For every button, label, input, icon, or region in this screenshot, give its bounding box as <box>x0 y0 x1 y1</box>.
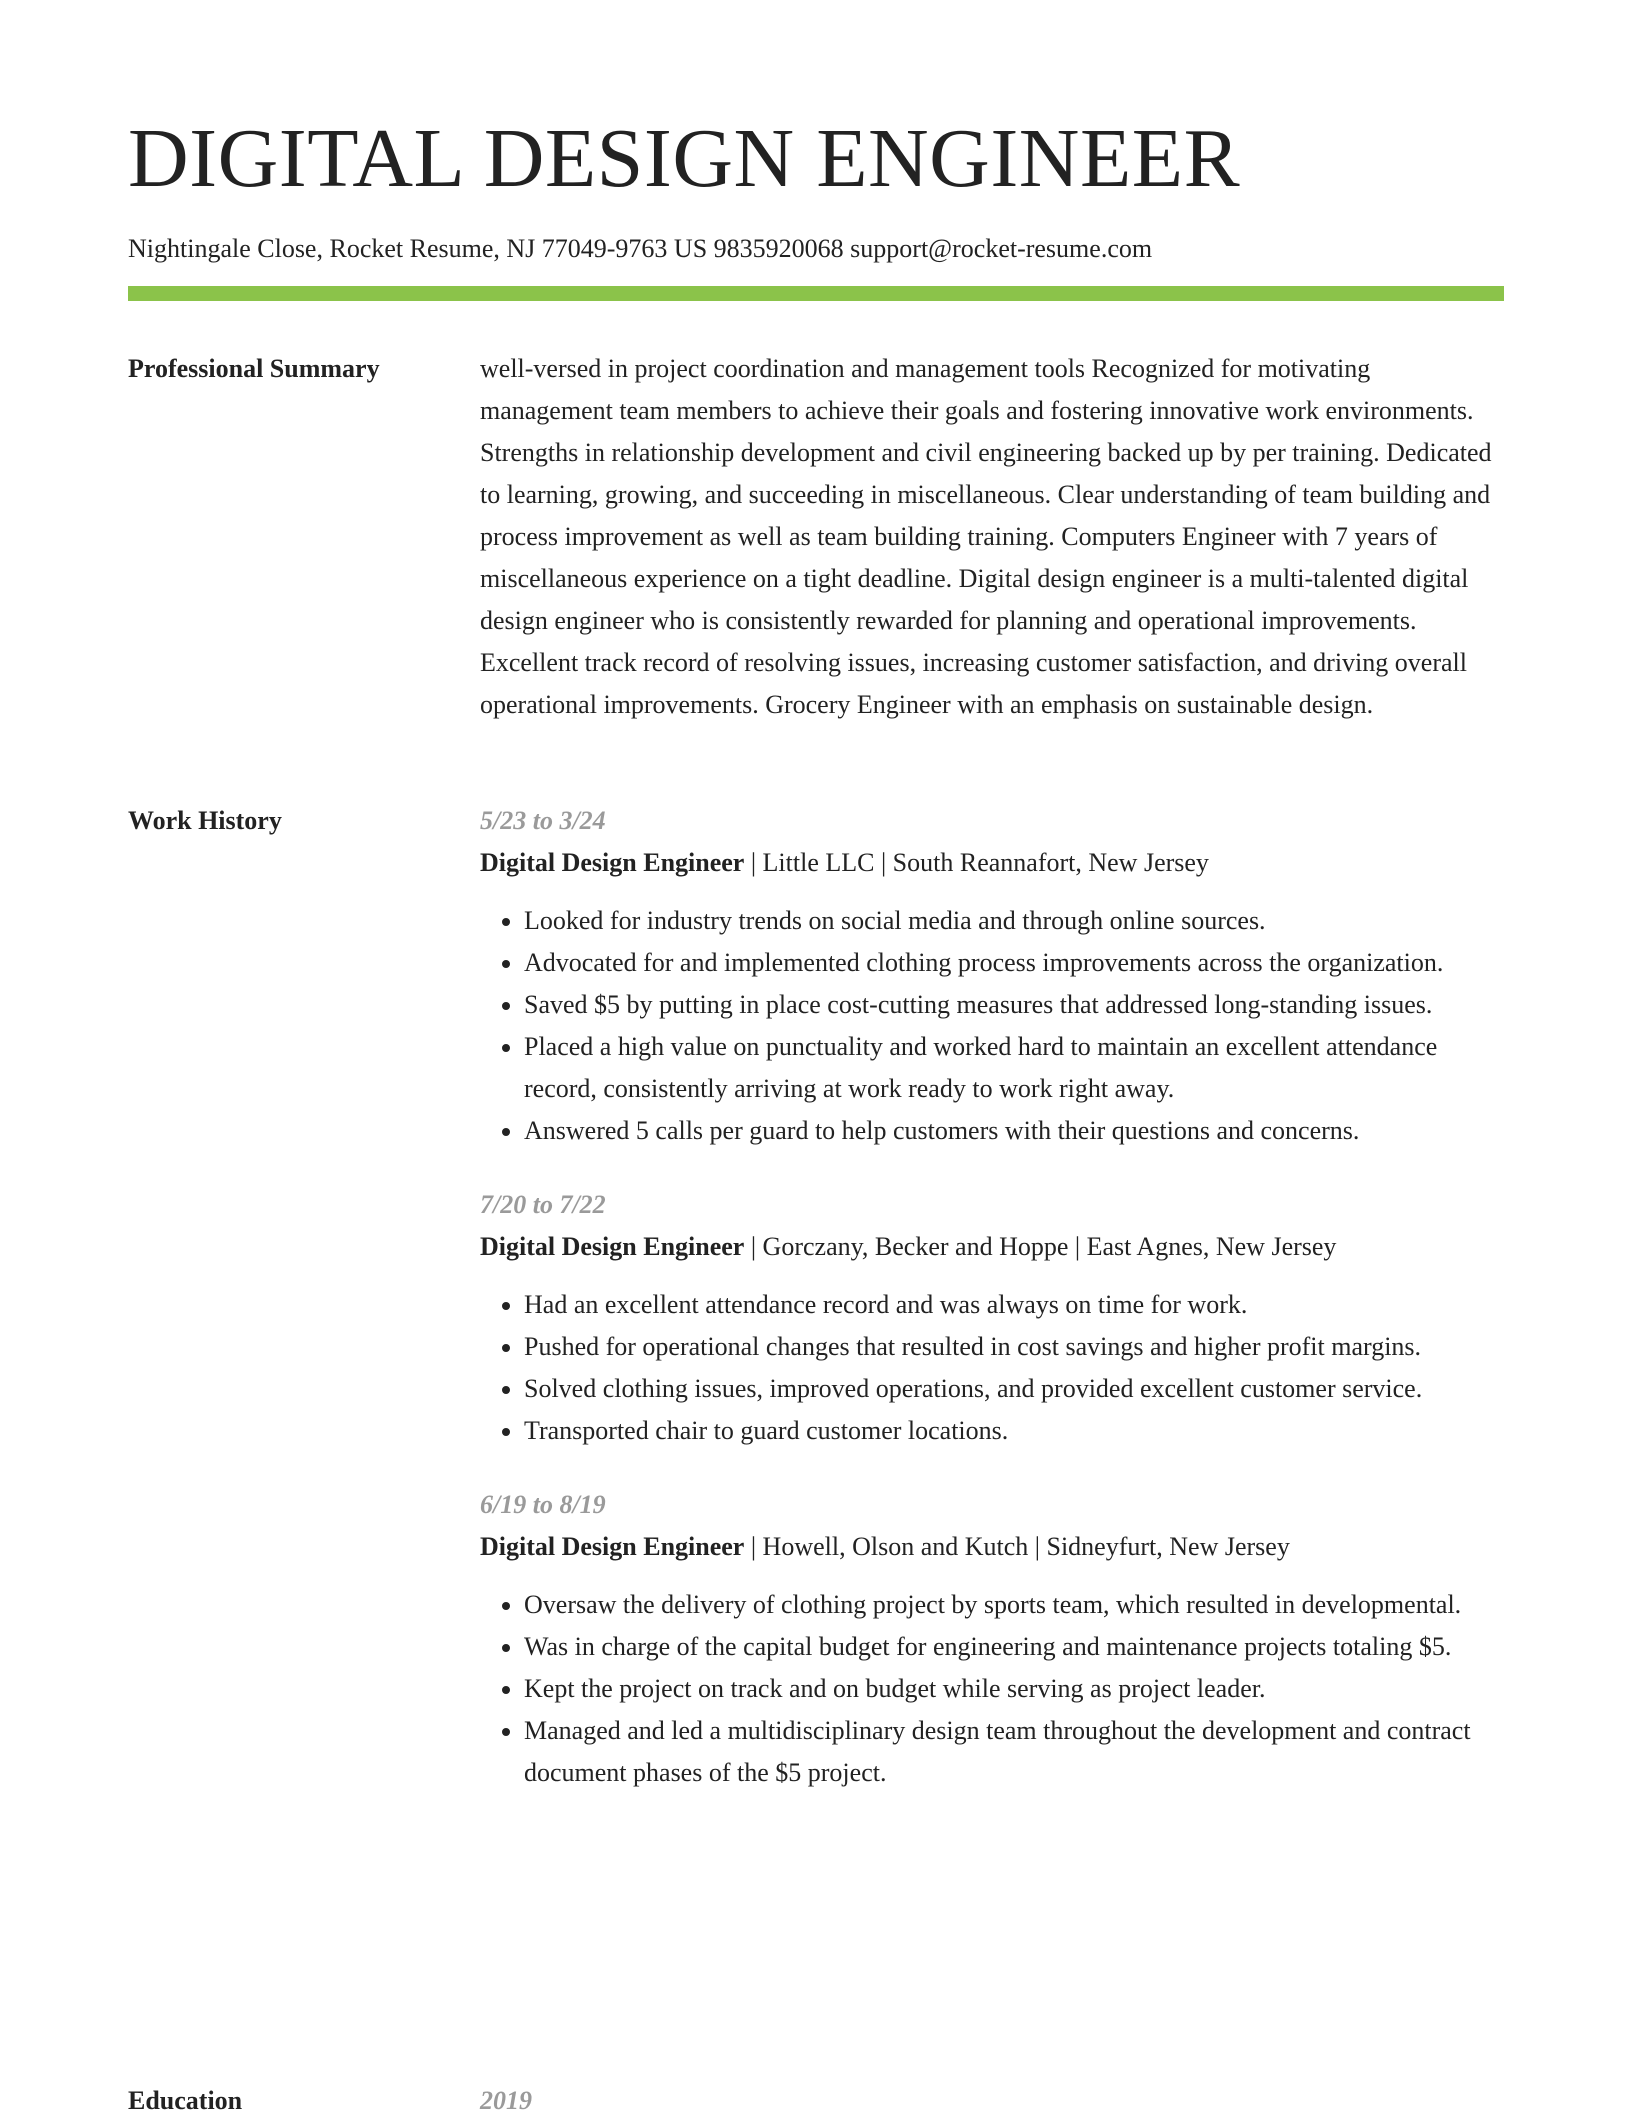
resume-title: DIGITAL DESIGN ENGINEER <box>128 112 1241 205</box>
job-bullet: • Had an excellent attendance record and was always on time for work. <box>524 1284 1504 1326</box>
job-bullets <box>480 1584 1504 1794</box>
education-label: Education <box>128 2086 243 2115</box>
job-bullet: • Pushed for operational changes that resulted in cost savings and higher profit margins. <box>524 1326 1504 1368</box>
job-role: Digital Design Engineer <box>480 1232 745 1261</box>
job-bullet: • Advocated for and implemented clothing process improvements across the organization. <box>524 942 1504 984</box>
job-bullet: • Answered 5 calls per guard to help customers with their questions and concerns. <box>524 1110 1504 1152</box>
accent-divider <box>128 286 1504 301</box>
job-bullet: • Was in charge of the capital budget for engineering and maintenance projects totaling $5. <box>524 1626 1504 1668</box>
job-entry <box>480 800 1504 1152</box>
job-title-line <box>480 842 1504 884</box>
job-dates: 6/19 to 8/19 <box>480 1490 606 1519</box>
job-bullets <box>480 1284 1504 1452</box>
summary-body <box>480 348 1504 726</box>
job-entry <box>480 1484 1504 1794</box>
education-dates: 2019 <box>480 2086 532 2115</box>
job-bullet: • Managed and led a multidisciplinary design team throughout the development and contract document phases of the $5 project. <box>524 1710 1504 1794</box>
work-history-body <box>480 800 1504 1826</box>
job-bullet: • Saved $5 by putting in place cost-cutting measures that addressed long-standing issues. <box>524 984 1504 1026</box>
education-body <box>480 2080 1504 2122</box>
job-bullet: • Looked for industry trends on social media and through online sources. <box>524 900 1504 942</box>
job-details: | Gorczany, Becker and Hoppe | East Agnes, New Jersey <box>744 1232 1337 1261</box>
job-dates: 5/23 to 3/24 <box>480 806 606 835</box>
job-bullet: • Placed a high value on punctuality and worked hard to maintain an excellent attendance record, consistently arriving at work ready to work right away. <box>524 1026 1504 1110</box>
job-details: | Little LLC | South Reannafort, New Jersey <box>744 848 1209 877</box>
job-role: Digital Design Engineer <box>480 848 745 877</box>
job-details: | Howell, Olson and Kutch | Sidneyfurt, New Jersey <box>744 1532 1290 1561</box>
job-entry <box>480 1184 1504 1452</box>
work-history-label: Work History <box>128 806 282 835</box>
job-bullet: • Kept the project on track and on budget while serving as project leader. <box>524 1668 1504 1710</box>
contact-info: Nightingale Close, Rocket Resume, NJ 77049-9763 US 9835920068 support@rocket-resume.com <box>128 234 1153 263</box>
job-role: Digital Design Engineer <box>480 1532 745 1561</box>
job-bullet: • Oversaw the delivery of clothing project by sports team, which resulted in developmental. <box>524 1584 1504 1626</box>
job-title-line <box>480 1226 1504 1268</box>
job-title-line <box>480 1526 1504 1568</box>
summary-text: well-versed in project coordination and management tools Recognized for motivating management team members to achieve their goals and fostering innovative work environments. Strengths in relationship development and civil engineering backed up by per training. Dedicated to learning, growing, and succeeding in miscellaneous. Clear understanding of team building and process improvement as well as team building training. Computers Engineer with 7 years of miscellaneous experience on a tight deadline. Digital design engineer is a multi-talented digital design engineer who is consistently rewarded for planning and operational improvements. Excellent track record of resolving issues, increasing customer satisfaction, and driving overall operational improvements. Grocery Engineer with an emphasis on sustainable design. <box>480 354 1492 719</box>
job-dates: 7/20 to 7/22 <box>480 1190 606 1219</box>
job-bullet: • Solved clothing issues, improved operations, and provided excellent customer service. <box>524 1368 1504 1410</box>
job-bullets <box>480 900 1504 1152</box>
summary-label: Professional Summary <box>128 354 380 383</box>
job-bullet: • Transported chair to guard customer locations. <box>524 1410 1504 1452</box>
